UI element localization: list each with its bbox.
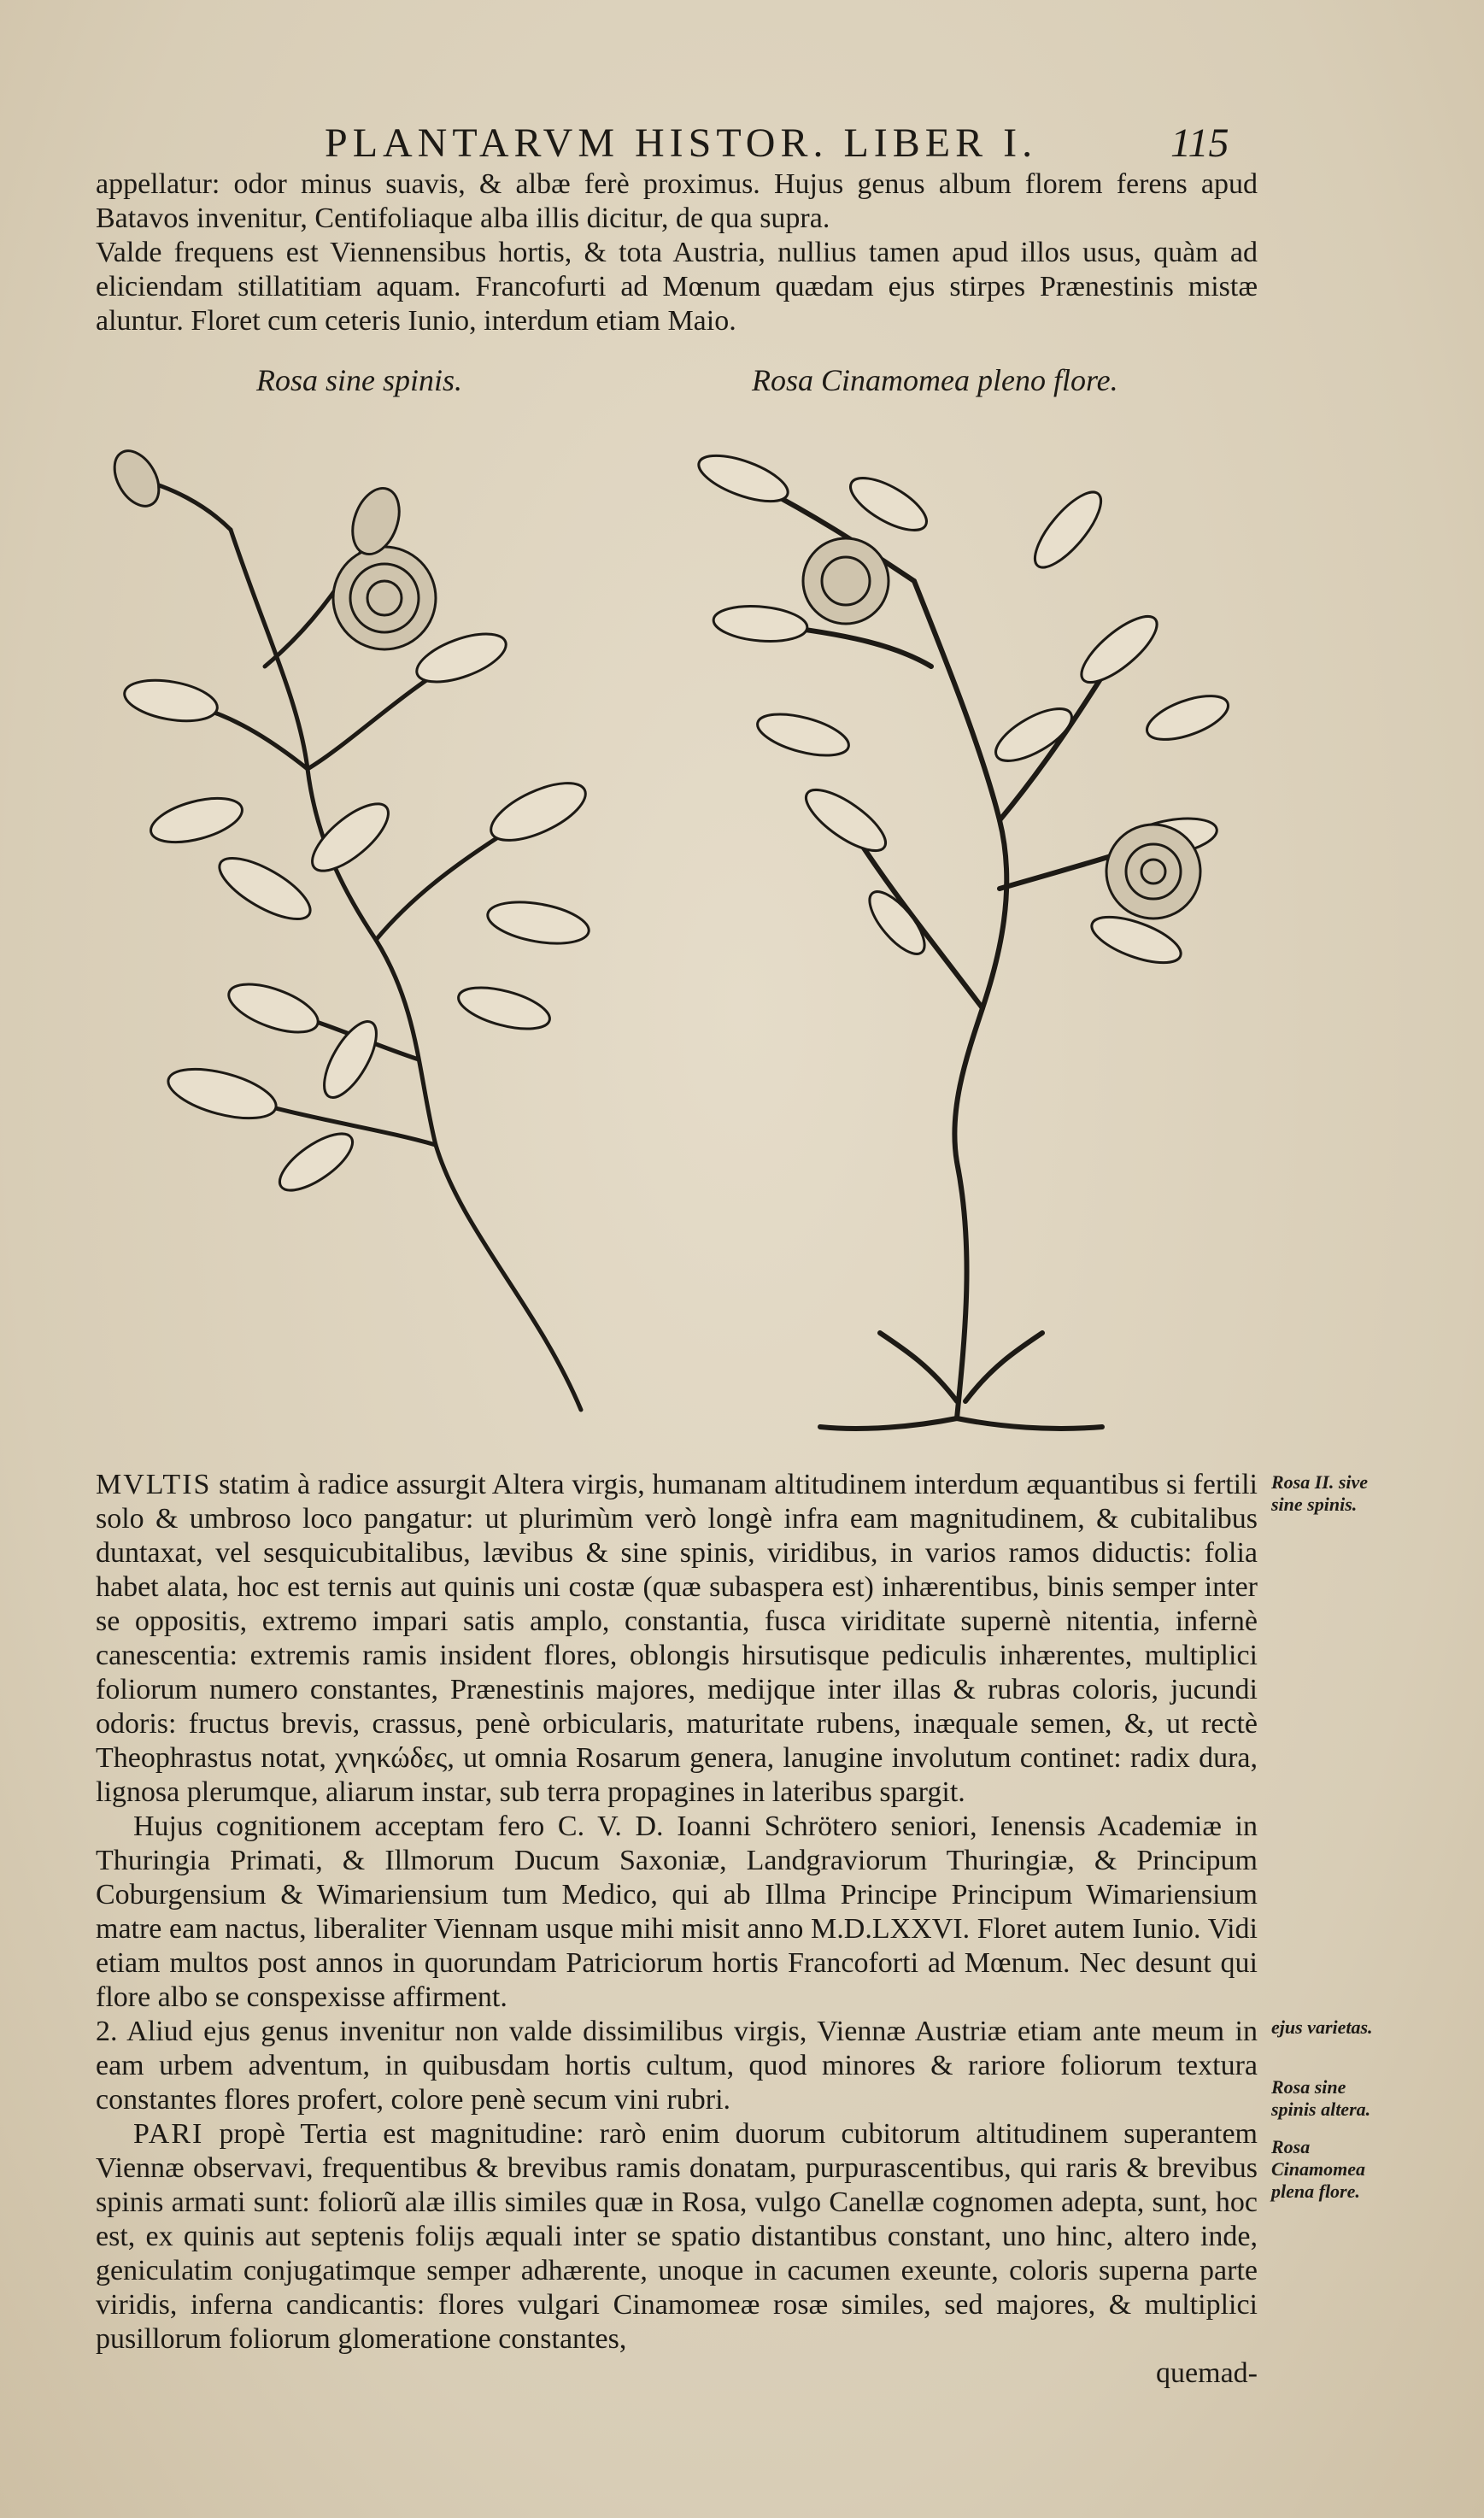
catchword: quemad- [1156, 2357, 1258, 2389]
figure-caption-left: Rosa sine spinis. [256, 363, 463, 397]
intro-paragraph-2: Valde frequens est Viennensibus hortis, & tota Austria, nullius tamen apud illos usus, quàm ad eliciendam stillatitiam aquam. Francofurti ad Mœnum quædam ejus stirpes Prænestinis mistæ aluntur. Floret cum ceteris Iunio, interdum etiam Maio. [96, 237, 1258, 337]
rosa-cinamomea-woodcut [675, 410, 1273, 1453]
margin-note-rosa-II: Rosa II. sive sine spinis. [1271, 1471, 1369, 1515]
margin-note-sine-spinis-altera: Rosa sine spinis altera. [1271, 2076, 1371, 2120]
paragraph-text: statim à radice assurgit Altera virgis, humanam altitudinem interdum æquantibus si fertili solo & umbroso loco pangatur: ut plurimùm verò longè infra eam magnitudinem, & cubitalibus duntaxat, vel sesquicubitalibus, lævibus & sine spinis, viridibus, in varios ramos diductis: folia habet alata, hoc est ternis aut quinis uni costæ (quæ subaspera est) inhærentibus, binis semper inter se oppositis, extremo impari satis amplo, constantia, fusca viriditate supernè nitentia, infernè canescentia: extremis ramis insident flores, oblongis hirsutisque pediculis inhærentes, multiplici foliorum numero constantes, Prænestinis majores, medijque inter illas & rubras coloris, jucundi odoris: fructus brevis, crassus, penè orbicularis, maturitate rubens, inæquale semen, &, ut rectè Theophrastus notat, χνηκώδες, ut omnia Rosarum genera, lanugine involutum continet: radix dura, lignosa plerumque, aliarum instar, sub terra propagines in lateribus spargit. [96, 1469, 1258, 1808]
margin-note-variety: ejus varietas. [1271, 2016, 1373, 2038]
figure-caption-right: Rosa Cinamomea pleno flore. [752, 363, 1118, 397]
paragraph-cognition: Hujus cognitionem acceptam fero C. V. D. Ioanni Schrötero seniori, Ienensis Academiæ in Thuringia Primati, & Illmorum Ducum Saxoniæ, Landgraviorum Thuringiæ, & Principum Coburgensium & Wimariensium tum Medico, qui ab Illma Principe Principum Wimariensium matre eam nactus, liberaliter Viennam usque mihi misit anno M.D.LXXVI. Floret autem Iunio. Vidi etiam multos post annos in quorundam Patriciorum hortis Francoforti ad Mœnum. Nec desunt qui flore albo se conspexisse affirment. [96, 1811, 1258, 2013]
intro-paragraph-1: appellatur: odor minus suavis, & albæ ferè proximus. Hujus genus album florem ferens apud Batavos invenitur, Centifoliaque alba illis dicitur, de qua supra. [96, 168, 1258, 234]
paragraph-text: propè Tertia est magnitudine: rarò enim duorum cubitorum altitudinem superantem Viennæ observavi, frequentibus & brevibus ramis donatam, purpurascentibus, qui raris & brevibus spinis armati sunt: foliorũ alæ illis similes quæ in Rosa, vulgo Canellæ cognomen adepta, sunt, hoc est, ex quinis aut septenis folijs æquali inter se spatio distantibus constant, uno hinc, altero inde, geniculatim conjugatimque semper adhærente, unoque in cacumen exeunte, coloris superna parte viridis, inferna candicantis: flores vulgari Cinamomeæ rosæ similes, sed majores, & multiplici pusillorum foliorum glomeratione constantes, [96, 2118, 1258, 2355]
running-title: PLANTARVM HISTOR. LIBER I. [325, 120, 1038, 166]
paragraph-rosa-cinamomea [96, 2117, 1258, 2357]
paragraph-lead-word: MVLTIS [96, 1469, 212, 1500]
intro-text [96, 167, 1258, 338]
paragraph-lead-word: PARI [133, 2118, 204, 2150]
paragraph-variety: 2. Aliud ejus genus invenitur non valde dissimilibus virgis, Viennæ Austriæ etiam ante meum in eam urbem adventum, in quibusdam hortis cultum, quod minores & rariore foliorum textura constantes flores profert, colore penè secum vini rubri. [96, 2016, 1258, 2116]
page-number: 115 [1170, 120, 1229, 166]
body-text [96, 1468, 1258, 2391]
margin-note-cinamomea: Rosa Cinamomea plena flore. [1271, 2136, 1366, 2202]
rosa-sine-spinis-woodcut [94, 410, 675, 1435]
paragraph-rosa-sine-spinis [96, 1468, 1258, 1810]
